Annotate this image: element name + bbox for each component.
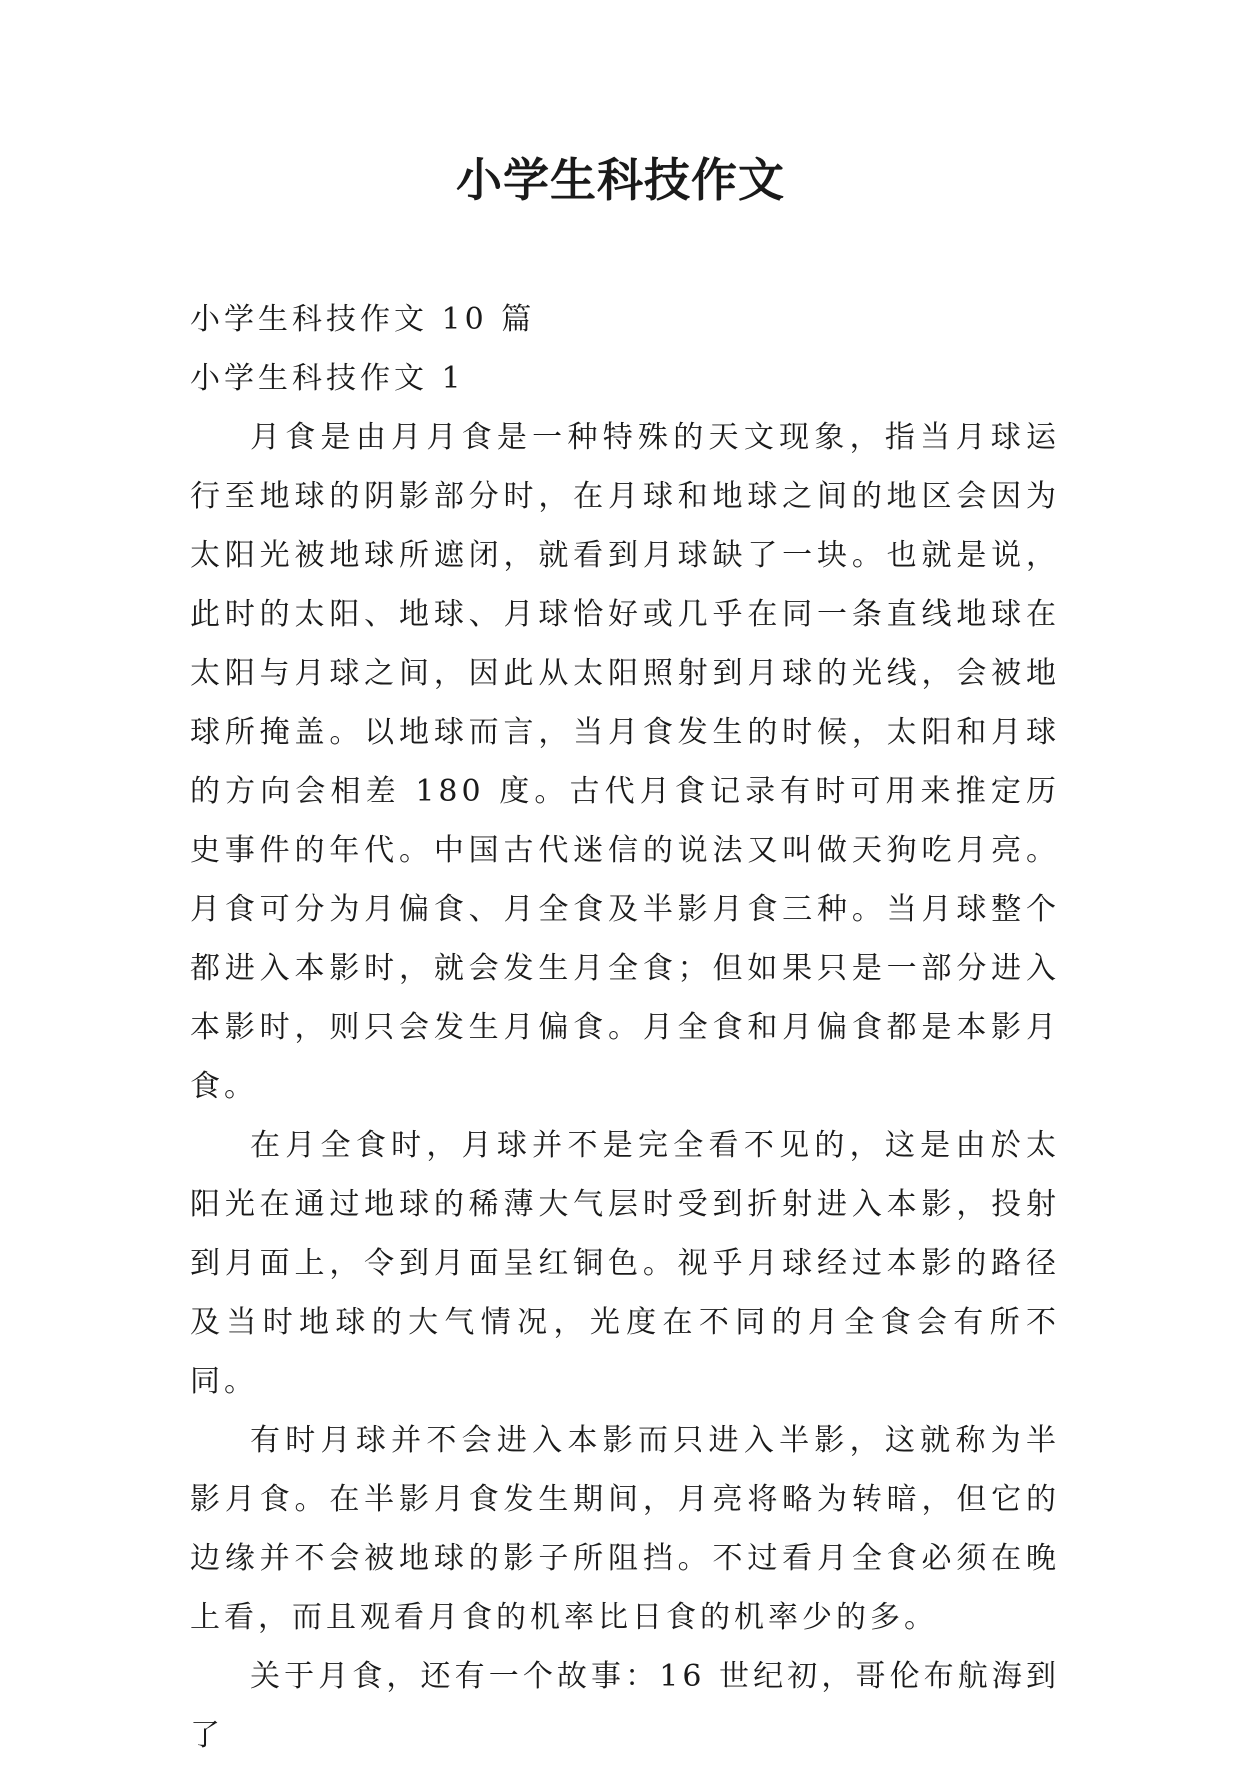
paragraph: 在月全食时，月球并不是完全看不见的，这是由於太阳光在通过地球的稀薄大气层时受到折射进入本影，投射到月面上，令到月面呈红铜色。视乎月球经过本影的路径及当时地球的大气情况，光度在不同的月全食会有所不同。 [190, 1128, 1060, 1399]
document-title: 小学生科技作文 [456, 153, 785, 207]
section-heading: 小学生科技作文 1 [190, 361, 465, 396]
document-subtitle: 小学生科技作文 10 篇 [190, 302, 536, 337]
paragraph: 月食是由月月食是一种特殊的天文现象，指当月球运行至地球的阴影部分时，在月球和地球之间的地区会因为太阳光被地球所遮闭，就看到月球缺了一块。也就是说，此时的太阳、地球、月球恰好或几乎在同一条直线地球在太阳与月球之间，因此从太阳照射到月球的光线，会被地球所掩盖。以地球而言，当月食发生的时候，太阳和月球的方向会相差 180 度。古代月食记录有时可用来推定历史事件的年代。中国古代迷信的说法又叫做天狗吃月亮。月食可分为月偏食、月全食及半影月食三种。当月球整个都进入本影时，就会发生月全食；但如果只是一部分进入本影时，则只会发生月偏食。月全食和月偏食都是本影月食。 [190, 420, 1060, 1104]
paragraph: 关于月食，还有一个故事：16 世纪初，哥伦布航海到了 [190, 1659, 1060, 1753]
document-body [190, 290, 1060, 1765]
paragraph: 有时月球并不会进入本影而只进入半影，这就称为半影月食。在半影月食发生期间，月亮将略为转暗，但它的边缘并不会被地球的影子所阻挡。不过看月全食必须在晚上看，而且观看月食的机率比日食的机率少的多。 [190, 1423, 1060, 1635]
